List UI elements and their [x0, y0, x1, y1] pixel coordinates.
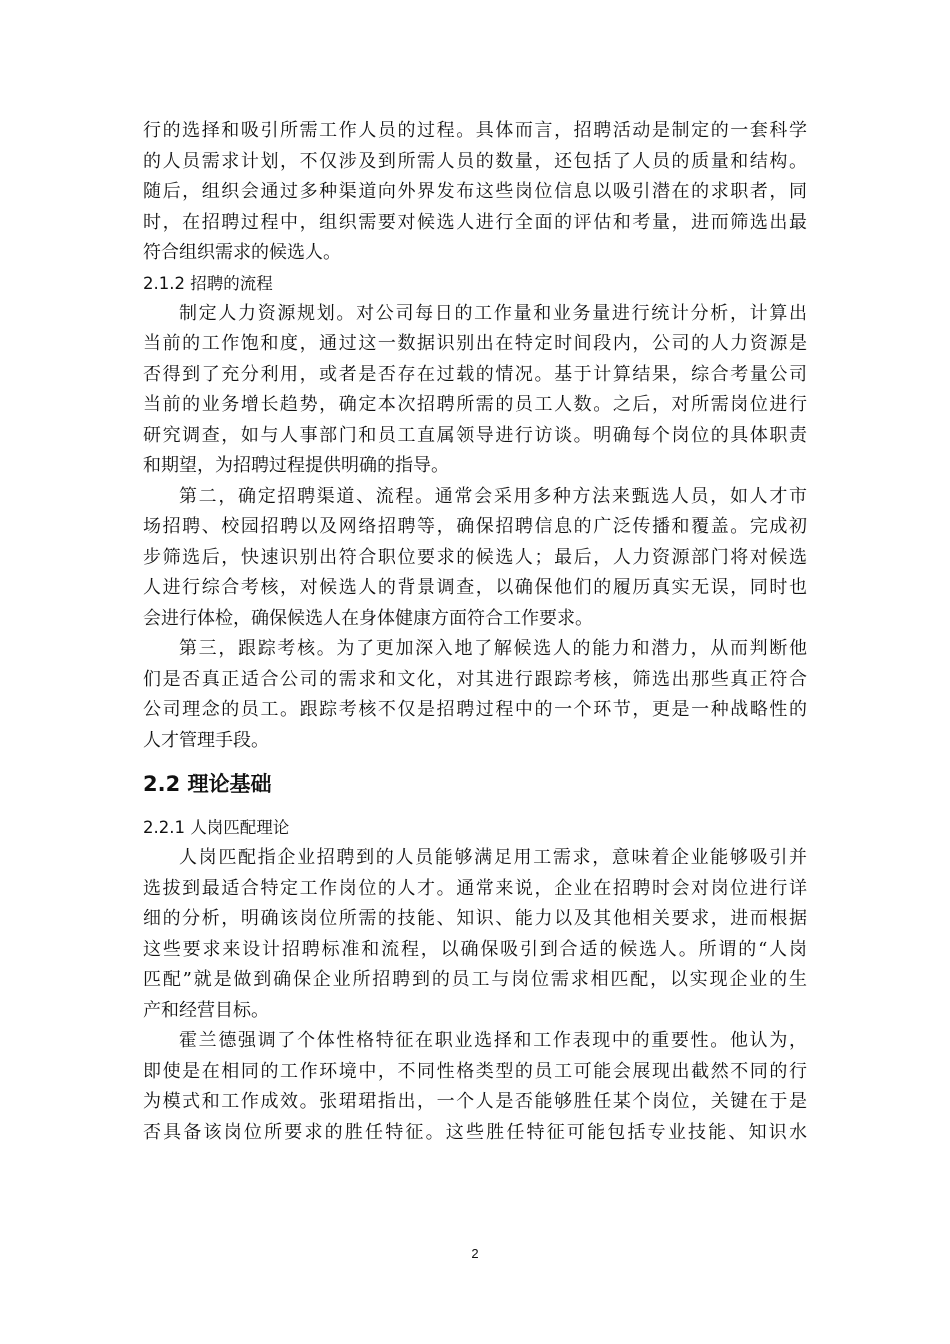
- text-line: 的人员需求计划，不仅涉及到所需人员的数量，还包括了人员的质量和结构。: [143, 150, 807, 172]
- text-line: 否具备该岗位所要求的胜任特征。这些胜任特征可能包括专业技能、知识水: [143, 1121, 807, 1143]
- text-line: 公司理念的员工。跟踪考核不仅是招聘过程中的一个环节，更是一种战略性的: [143, 699, 807, 720]
- text-line: 人进行综合考核，对候选人的背景调查，以确保他们的履历真实无误，同时也: [143, 577, 807, 598]
- text-line: 第二，确定招聘渠道、流程。通常会采用多种方法来甄选人员，如人才市: [179, 485, 807, 507]
- section-heading-2-1-2: 2.1.2 招聘的流程: [143, 273, 273, 293]
- text-line: 制定人力资源规划。对公司每日的工作量和业务量进行统计分析，计算出: [179, 302, 807, 324]
- section-heading-2-2: 2.2 理论基础: [143, 772, 272, 796]
- text-line: 人才管理手段。: [143, 729, 269, 751]
- paragraph-person-job-fit: [143, 843, 807, 1026]
- text-line: 们是否真正适合公司的需求和文化，对其进行跟踪考核，筛选出那些真正符合: [143, 668, 807, 690]
- text-line: 这些要求来设计招聘标准和流程，以确保吸引到合适的候选人。所谓的“人岗: [143, 938, 807, 960]
- text-line: 第三，跟踪考核。为了更加深入地了解候选人的能力和潜力，从而判断他: [179, 638, 807, 659]
- text-line: 霍兰德强调了个体性格特征在职业选择和工作表现中的重要性。他认为，: [179, 1030, 807, 1051]
- text-line: 当前的工作饱和度，通过这一数据识别出在特定时间段内，公司的人力资源是: [143, 333, 807, 354]
- text-line: 人岗匹配指企业招聘到的人员能够满足用工需求，意味着企业能够吸引并: [179, 847, 807, 868]
- text-line: 符合组织需求的候选人。: [143, 242, 341, 263]
- text-line: 即使是在相同的工作环境中，不同性格类型的员工可能会展现出截然不同的行: [143, 1060, 807, 1082]
- paragraph-planning: [143, 299, 807, 482]
- page-number: 2: [471, 1246, 479, 1261]
- text-line: 否得到了充分利用，或者是否存在过载的情况。基于计算结果，综合考量公司: [143, 363, 807, 385]
- text-line: 随后，组织会通过多种渠道向外界发布这些岗位信息以吸引潜在的求职者，同: [143, 181, 807, 202]
- paragraph-holland: [143, 1026, 807, 1148]
- text-line: 时，在招聘过程中，组织需要对候选人进行全面的评估和考量，进而筛选出最: [143, 211, 807, 233]
- text-line: 研究调查，如与人事部门和员工直属领导进行访谈。明确每个岗位的具体职责: [143, 424, 807, 446]
- text-line: 和期望，为招聘过程提供明确的指导。: [143, 455, 449, 476]
- paragraph-tracking: [143, 634, 807, 756]
- text-line: 产和经营目标。: [143, 999, 269, 1021]
- text-line: 场招聘、校园招聘以及网络招聘等，确保招聘信息的广泛传播和覆盖。完成初: [143, 516, 807, 537]
- text-line: 当前的业务增长趋势，确定本次招聘所需的员工人数。之后，对所需岗位进行: [143, 394, 807, 415]
- text-line: 会进行体检，确保候选人在身体健康方面符合工作要求。: [143, 607, 593, 629]
- text-line: 行的选择和吸引所需工作人员的过程。具体而言，招聘活动是制定的一套科学: [143, 120, 807, 141]
- document-body: [143, 116, 807, 1148]
- section-heading-2-2-1: 2.2.1 人岗匹配理论: [143, 818, 290, 837]
- text-line: 为模式和工作成效。张珺珺指出，一个人是否能够胜任某个岗位，关键在于是: [143, 1091, 807, 1112]
- text-line: 选拔到最适合特定工作岗位的人才。通常来说，企业在招聘时会对岗位进行详: [143, 877, 807, 899]
- text-line: 步筛选后，快速识别出符合职位要求的候选人；最后，人力资源部门将对候选: [143, 546, 807, 568]
- paragraph-channels: [143, 482, 807, 635]
- text-line: 匹配”就是做到确保企业所招聘到的员工与岗位需求相匹配，以实现企业的生: [143, 969, 807, 990]
- text-line: 细的分析，明确该岗位所需的技能、知识、能力以及其他相关要求，进而根据: [143, 908, 807, 929]
- paragraph-intro-continued: [143, 116, 807, 269]
